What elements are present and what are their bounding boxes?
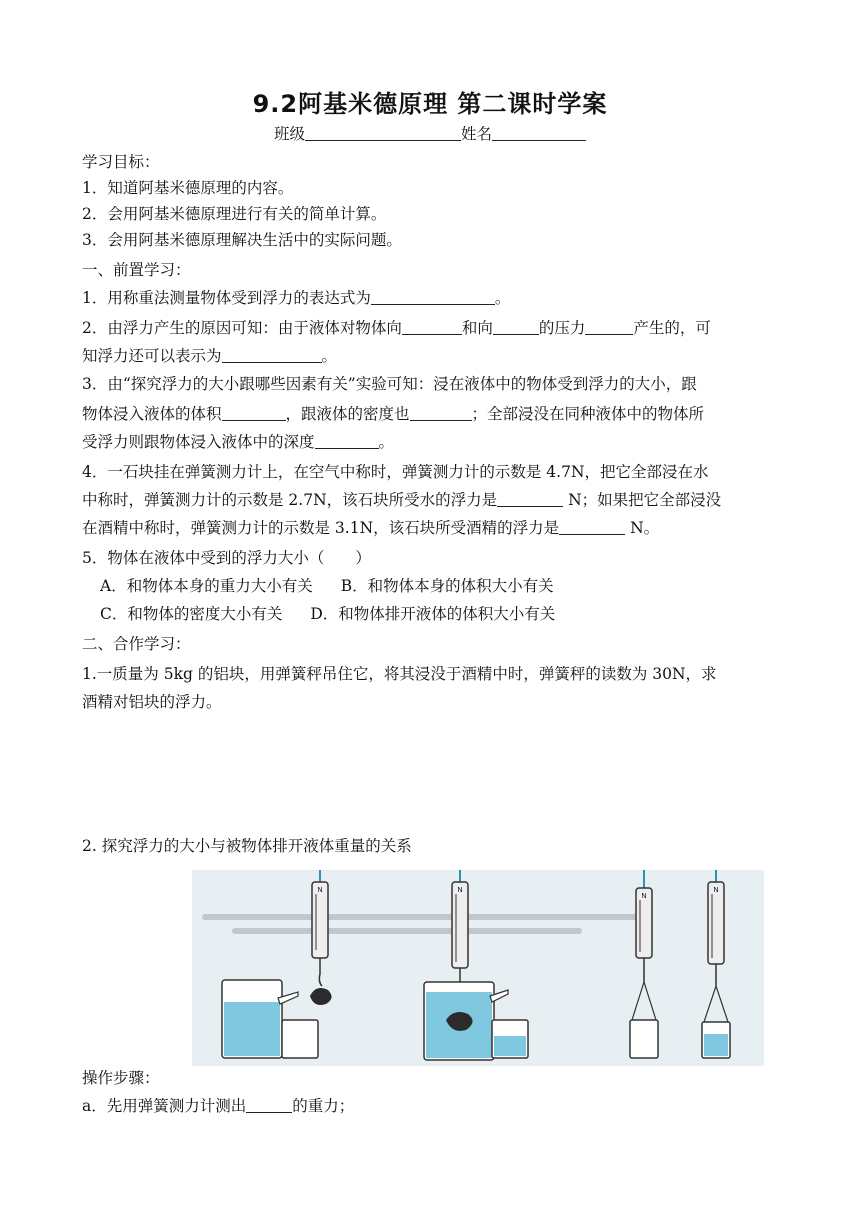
q2-text: 产生的，可 — [633, 319, 711, 337]
question-5: 5．物体在液体中受到的浮力大小（ ） — [82, 549, 371, 567]
question-2 — [82, 316, 711, 338]
q3-text: 受浮力则跟物体浸入液体中的深度 — [82, 433, 315, 451]
steps-heading: 操作步骤： — [82, 1069, 160, 1087]
step-a-text: a．先用弹簧测力计测出 — [82, 1097, 247, 1115]
scale-mark: N — [317, 887, 323, 894]
question-2-cont — [82, 344, 337, 366]
answer-blank[interactable] — [559, 520, 625, 535]
spring-scale-2 — [452, 882, 468, 968]
goal-item: 2．会用阿基米德原理进行有关的简单计算。 — [82, 205, 387, 223]
question-3-cont — [82, 402, 704, 424]
name-blank[interactable] — [492, 126, 586, 141]
q3-text: ；全部浸没在同种液体中的物体所 — [471, 405, 705, 423]
collecting-cup-1 — [282, 1020, 318, 1058]
experiment-figure — [192, 870, 764, 1066]
name-label: 姓名 — [461, 125, 493, 143]
option-row — [100, 602, 555, 624]
option-b[interactable]: B．和物体本身的体积大小有关 — [340, 577, 554, 595]
answer-blank[interactable] — [410, 406, 472, 421]
class-label: 班级 — [273, 125, 305, 143]
q4-text: 在酒精中称时，弹簧测力计的示数是 3.1N，该石块所受酒精的浮力是 — [82, 519, 560, 537]
option-row — [100, 574, 554, 596]
section1-heading: 一、前置学习： — [82, 261, 191, 279]
question-4: 4．一石块挂在弹簧测力计上，在空气中称时，弹簧测力计的示数是 4.7N，把它全部浸在水 — [82, 463, 709, 481]
answer-blank[interactable] — [315, 434, 379, 449]
bucket-empty — [630, 1020, 658, 1058]
spring-scale-4 — [708, 882, 724, 964]
scale-mark: N — [641, 893, 647, 900]
goal-item: 1．知道阿基米德原理的内容。 — [82, 179, 294, 197]
q2-text: 和向 — [461, 319, 493, 337]
answer-blank[interactable] — [246, 1098, 292, 1113]
goals-heading: 学习目标： — [82, 153, 160, 171]
q4-text: 中称时，弹簧测力计的示数是 2.7N，该石块所受水的浮力是 — [82, 491, 498, 509]
answer-blank[interactable] — [497, 492, 563, 507]
q3-text-end: 。 — [378, 433, 395, 451]
scale-mark: N — [713, 887, 719, 894]
q2-text: 的压力 — [538, 319, 586, 337]
q3-text: 物体浸入液体的体积 — [82, 405, 222, 423]
goal-item: 3．会用阿基米德原理解决生活中的实际问题。 — [82, 231, 402, 249]
option-c[interactable]: C．和物体的密度大小有关 — [100, 605, 283, 623]
q4-text: N。 — [625, 519, 660, 537]
header-line — [0, 122, 860, 144]
scale-mark: N — [457, 887, 463, 894]
question-1 — [82, 286, 510, 308]
q2-text-end: 。 — [321, 347, 338, 365]
q1-text-end: 。 — [494, 289, 511, 307]
problem-1-cont: 酒精对铝块的浮力。 — [82, 693, 222, 711]
problem-1: 1.一质量为 5kg 的铝块，用弹簧秤吊住它，将其浸没于酒精中时，弹簧秤的读数为 30N，求 — [82, 665, 717, 683]
page-title: 9.2阿基米德原理 第二课时学案 — [252, 90, 608, 118]
answer-blank[interactable] — [585, 320, 633, 335]
question-3-cont — [82, 430, 394, 452]
answer-blank[interactable] — [371, 290, 495, 305]
step-a-text-end: 的重力； — [292, 1097, 355, 1115]
answer-blank[interactable] — [222, 406, 286, 421]
option-a[interactable]: A．和物体本身的重力大小有关 — [100, 577, 313, 595]
answer-blank[interactable] — [493, 320, 539, 335]
step-a — [82, 1094, 354, 1116]
q3-text: ，跟液体的密度也 — [285, 405, 410, 423]
q4-text: N；如果把它全部浸没 — [563, 491, 722, 509]
question-3: 3．由“探究浮力的大小跟哪些因素有关”实验可知：浸在液体中的物体受到浮力的大小，跟 — [82, 375, 697, 393]
section2-heading: 二、合作学习： — [82, 635, 191, 653]
problem-2: 2. 探究浮力的大小与被物体排开液体重量的关系 — [82, 837, 412, 855]
question-4-cont — [82, 488, 721, 510]
answer-blank[interactable] — [222, 348, 322, 363]
option-d[interactable]: D．和物体排开液体的体积大小有关 — [310, 605, 556, 623]
q2-text: 知浮力还可以表示为 — [82, 347, 222, 365]
class-blank[interactable] — [305, 126, 461, 141]
answer-blank[interactable] — [402, 320, 462, 335]
question-4-cont — [82, 516, 659, 538]
q1-text: 1．用称重法测量物体受到浮力的表达式为 — [82, 289, 371, 307]
q2-text: 2．由浮力产生的原因可知：由于液体对物体向 — [82, 319, 402, 337]
